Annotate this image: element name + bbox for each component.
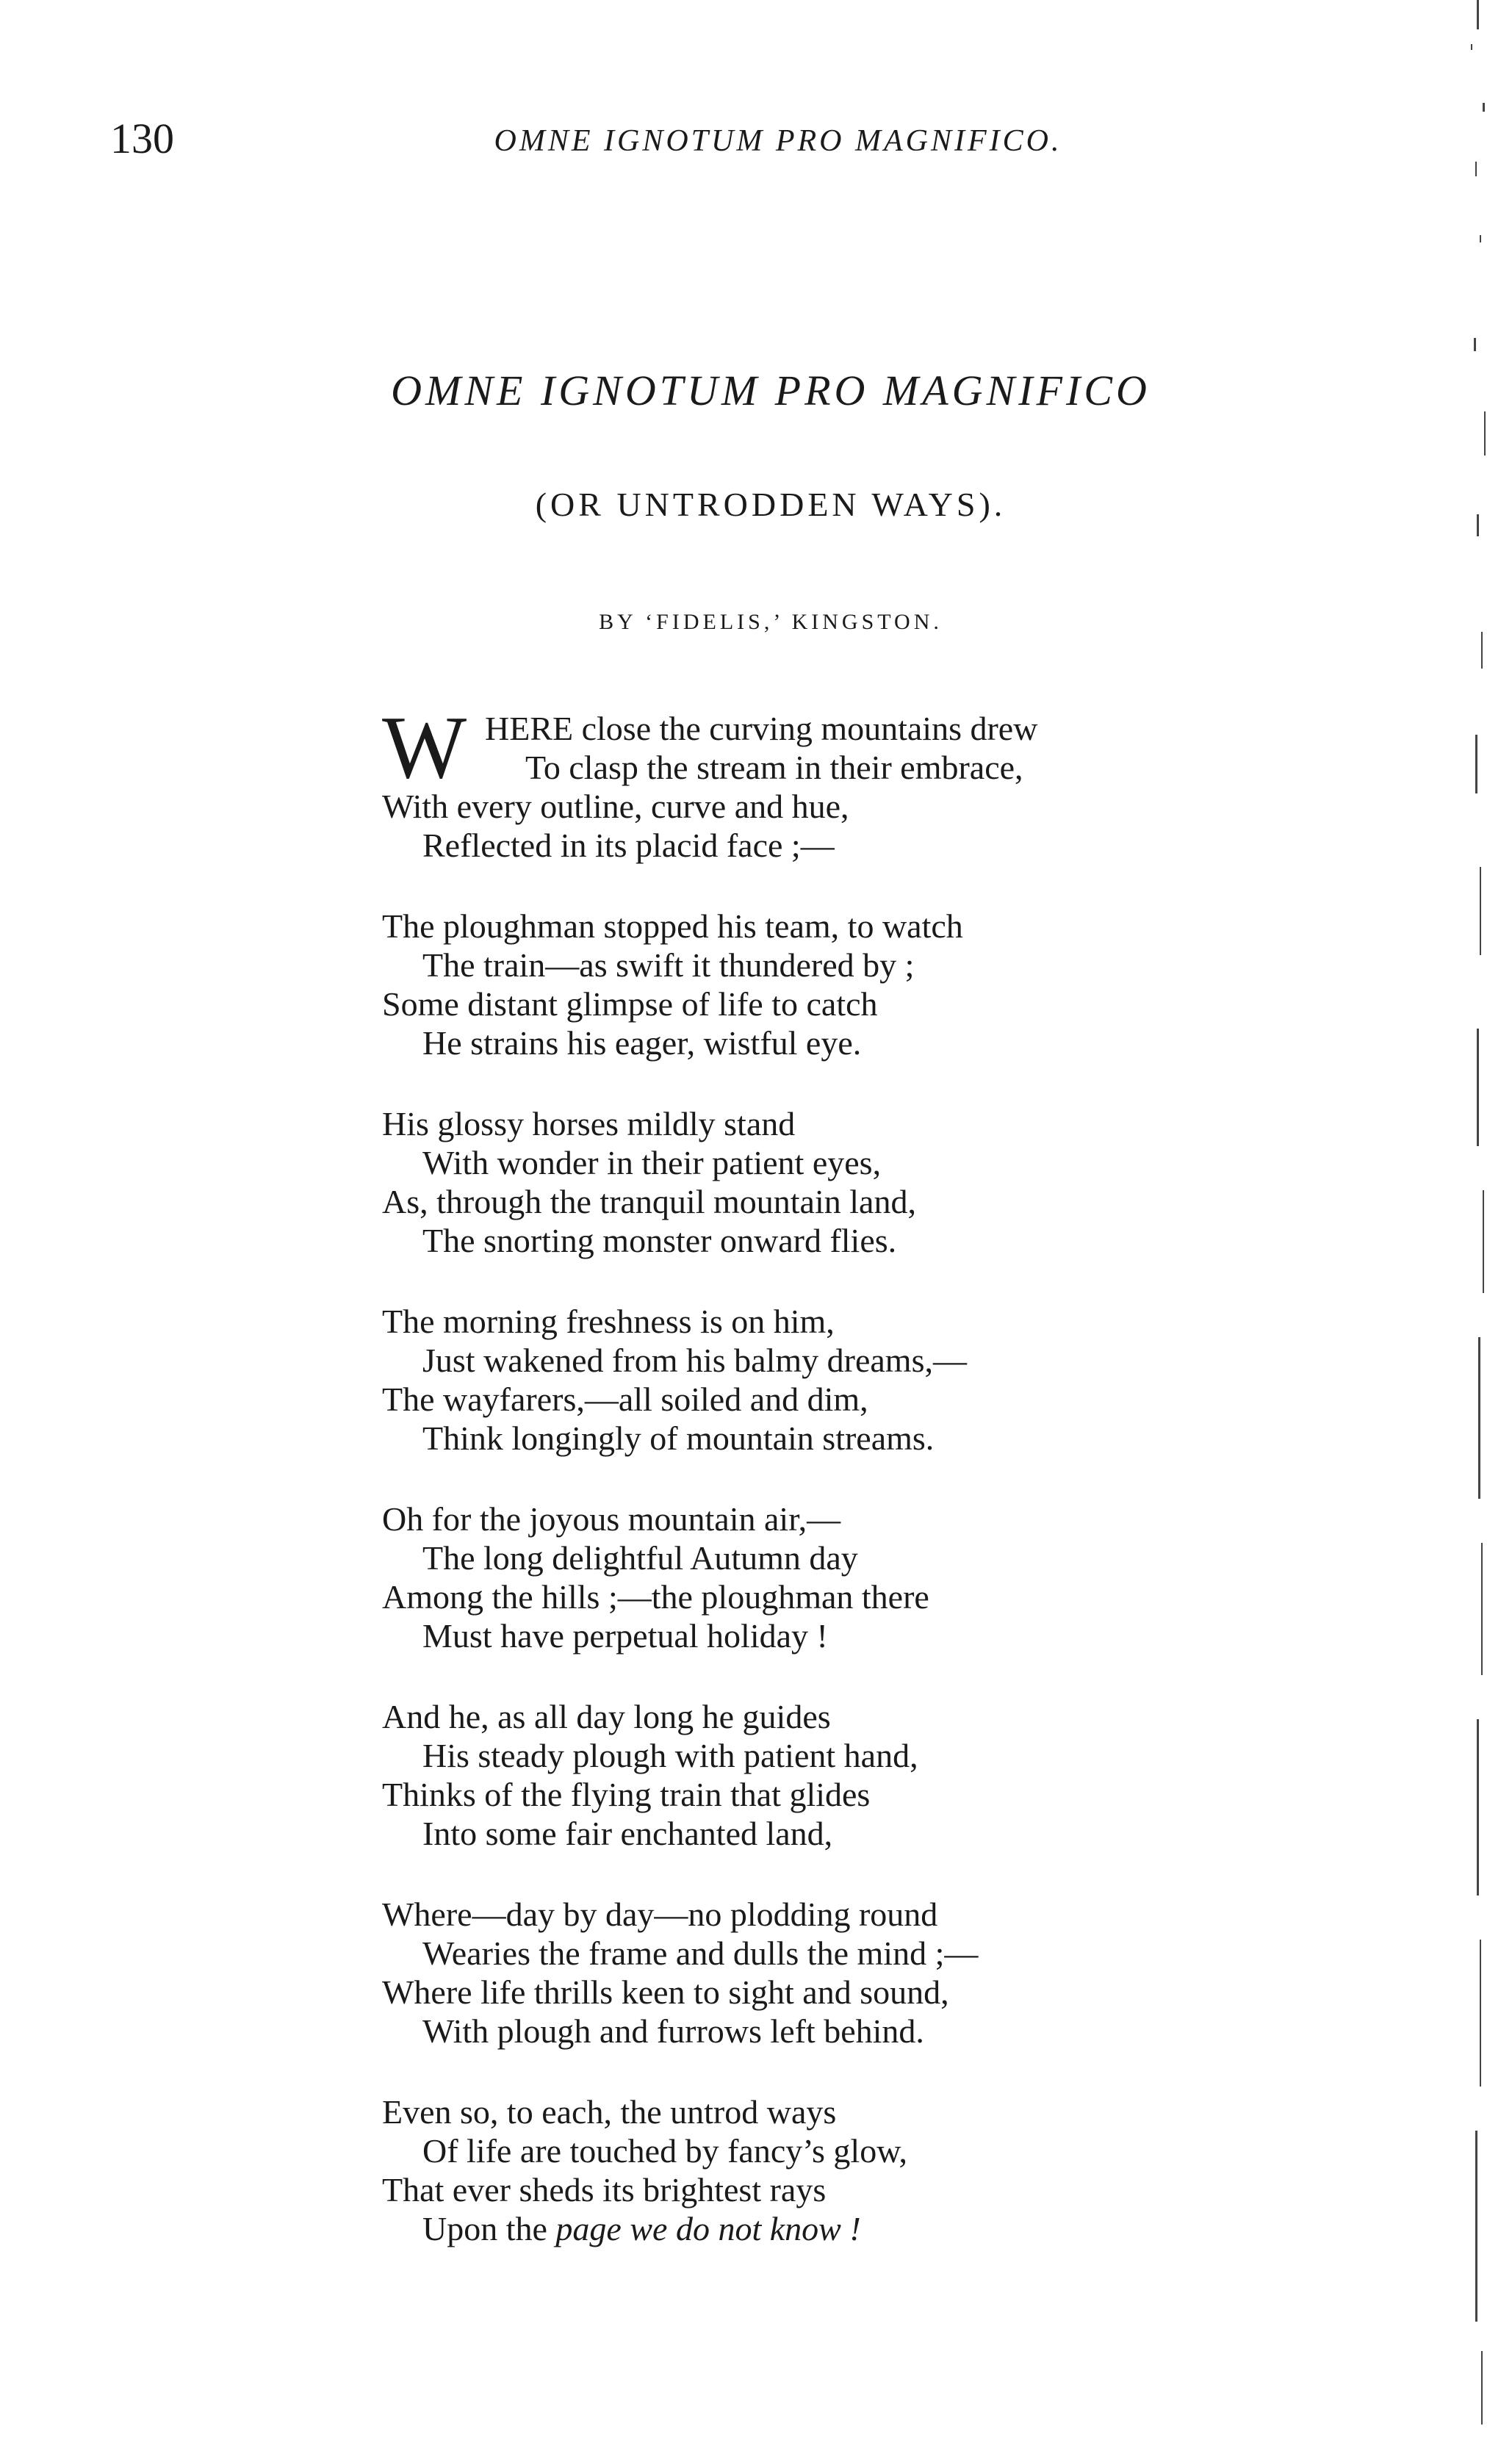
poem-byline — [0, 610, 1512, 635]
stanza-3 — [382, 1104, 1264, 1260]
poem-line: Where—day by day—no plodding round — [382, 1896, 938, 1933]
poem-line: The ploughman stopped his team, to watch — [382, 907, 963, 945]
poem-line: Think longingly of mountain streams. — [422, 1419, 935, 1457]
poem-line: Of life are touched by fancy’s glow, — [422, 2132, 907, 2170]
poem-title — [0, 366, 1512, 415]
poem-final-line — [382, 2209, 1264, 2248]
page-number: 130 — [110, 115, 174, 162]
poem-line: That ever sheds its brightest rays — [382, 2171, 827, 2208]
poem-subtitle-text: (OR UNTRODDEN WAYS). — [535, 486, 1007, 523]
poem-title-text: OMNE IGNOTUM PRO MAGNIFICO — [391, 367, 1151, 414]
final-line-start: Upon the — [422, 2210, 556, 2247]
poem-line: With wonder in their patient eyes, — [422, 1144, 882, 1181]
poem-line: The long delightful Autumn day — [422, 1539, 858, 1577]
running-head — [0, 123, 1512, 159]
poem-line: Thinks of the flying train that glides — [382, 1776, 871, 1813]
final-line-italic: page we do not know ! — [555, 2210, 861, 2247]
poem-line: Into some fair enchanted land, — [422, 1815, 833, 1852]
poem-line: Wearies the frame and dulls the mind ;— — [422, 1934, 979, 1972]
poem-line: As, through the tranquil mountain land, — [382, 1183, 916, 1220]
poem-line: Where life thrills keen to sight and sound, — [382, 1973, 949, 2011]
poem-line: The wayfarers,—all soiled and dim, — [382, 1380, 868, 1418]
scan-edge-noise — [1455, 0, 1499, 2448]
stanza-4 — [382, 1302, 1264, 1458]
drop-cap: W — [382, 698, 467, 797]
poem-line: With plough and furrows left behind. — [422, 2012, 924, 2050]
stanza-2 — [382, 907, 1264, 1062]
poem-line: His steady plough with patient hand, — [422, 1737, 918, 1774]
poem-body — [382, 698, 1264, 2248]
poem-line: Even so, to each, the untrod ways — [382, 2093, 837, 2131]
running-head-text: OMNE IGNOTUM PRO MAGNIFICO. — [494, 124, 1062, 158]
poem-line: The train—as swift it thundered by ; — [422, 946, 915, 984]
poem-line: Reflected in its placid face ;— — [422, 827, 835, 864]
stanza-5 — [382, 1500, 1264, 1655]
poem-line: Some distant glimpse of life to catch — [382, 985, 878, 1023]
stanza-7 — [382, 1895, 1264, 2051]
poem-line: His glossy horses mildly stand — [382, 1105, 796, 1142]
stanza-gap — [382, 865, 1264, 907]
poem-line: The morning freshness is on him, — [382, 1303, 835, 1340]
stanza-1 — [382, 698, 1264, 865]
poem-line: Among the hills ;—the ploughman there — [382, 1578, 929, 1616]
stanza-gap — [382, 2051, 1264, 2092]
stanza-gap — [382, 1260, 1264, 1302]
stanza-8 — [382, 2092, 1264, 2248]
poem-subtitle — [0, 485, 1512, 524]
poem-line: Must have perpetual holiday ! — [422, 1617, 828, 1655]
poem-line: The snorting monster onward flies. — [422, 1222, 897, 1259]
stanza-gap — [382, 1655, 1264, 1697]
stanza-gap — [382, 1062, 1264, 1104]
stanza-6 — [382, 1697, 1264, 1853]
poem-line: He strains his eager, wistful eye. — [422, 1024, 862, 1062]
stanza-gap — [382, 1853, 1264, 1895]
poem-line: And he, as all day long he guides — [382, 1698, 831, 1735]
poem-line: HERE close the curving mountains drew — [485, 710, 1038, 747]
poem-byline-text: BY ‘FIDELIS,’ KINGSTON. — [599, 610, 943, 634]
scan-edge-speckles — [1471, 0, 1486, 2424]
stanza-gap — [382, 1458, 1264, 1500]
poem-line: Oh for the joyous mountain air,— — [382, 1500, 841, 1538]
poem-line: With every outline, curve and hue, — [382, 788, 849, 825]
poem-line: Just wakened from his balmy dreams,— — [422, 1342, 967, 1379]
poem-line: To clasp the stream in their embrace, — [525, 749, 1023, 786]
